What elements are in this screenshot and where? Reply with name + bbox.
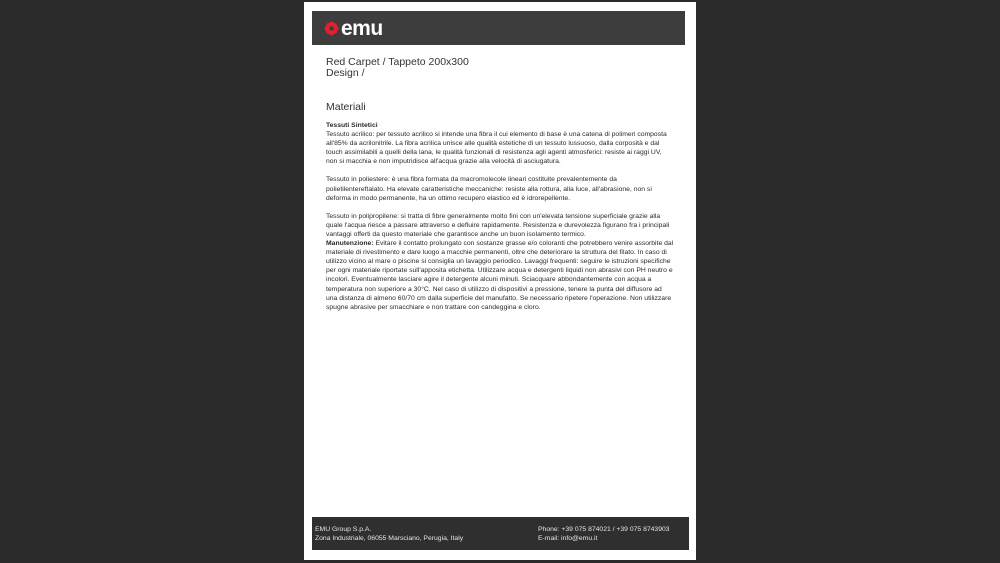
product-title: Red Carpet / Tappeto 200x300 [326, 56, 469, 68]
footer-contact-info [538, 525, 670, 543]
footer-bar [312, 517, 689, 550]
maintenance-text: Evitare il contatto prolungato con sostanze grasse e/o coloranti che potrebbero venire assorbite dal materiale di rivestimento e dare luogo a macchie permanenti, oltre che deteriorare la struttura del filato. In caso di utilizzo vicino al mare o piscine si consiglia un lavaggio periodico. Lavaggi frequenti: seguire le istruzioni specifiche per ogni materiale riportate sull'apposita etichetta. Utilizzare acqua e detergenti liquidi non abrasivi con PH neutro e incolori. Eventualmente lasciare agire il detergente alcuni minuti. Sciacquare abbondantemente con acqua a temperatura non superiore a 30°C. Nel caso di utilizzo di dispositivi a pressione, tenere la punta del diffusore ad una distanza di almeno 60/70 cm dalla superficie del manufatto. Se necessario ripetere l'operazione. Non utilizzare spugne abrasive per smacchiare e non trattare con candeggina e cloro. [326, 240, 674, 311]
section-title: Materiali [326, 101, 366, 113]
emu-logo [324, 18, 383, 39]
paragraph-acrylic: Tessuto acrilico: per tessuto acrilico si intende una fibra il cui elemento di base è una catena di polimeri composta all'85% da acrilonitrile. La fibra acrilica unisce alle qualità estetiche di un tessuto lussuoso, dalla corposità e dal touch assimilabili a quelli della lana, le qualità funzionali di resistenza agli agenti atmosferici: resiste ai raggi UV, non si macchia e non imputridisce all'acqua grazie alla velocità di asciugatura. [326, 131, 667, 166]
emu-flower-icon [324, 21, 339, 36]
footer-address: Zona Industriale, 06055 Marsciano, Perugia, Italy [315, 535, 464, 542]
footer-email: E-mail: info@emu.it [538, 535, 598, 542]
product-design: Design / [326, 67, 365, 79]
document-page [304, 2, 696, 560]
header-bar [312, 11, 685, 45]
maintenance-paragraph [326, 239, 674, 312]
logo-text: emu [341, 16, 383, 40]
footer-phone: Phone: +39 075 874021 / +39 075 8743903 [538, 526, 670, 533]
product-title-block [326, 57, 676, 79]
footer-company-info [315, 525, 463, 543]
paragraph-polypropylene: Tessuto in polipropilene: si tratta di fibre generalmente molto fini con un'elevata tensione superficiale grazie alla quale l'acqua riesce a passare attraverso e defluire rapidamente. Resistenza e durevolezza figurano fra i principali vantaggi offerti da questo materiale che garantisce anche un buon isolamento termico. [326, 212, 670, 238]
paragraph-polyester: Tessuto in poliestere: è una fibra formata da macromolecole lineari costituite prevalentemente da polietilentereftalato. Ha elevate caratteristiche meccaniche: resiste alla rottura, alla luce, all'abrasione, non si deforma in modo permanente, ha un ottimo recupero elastico ed è idrorepellente. [326, 176, 652, 202]
maintenance-label: Manutenzione: [326, 240, 374, 248]
materials-content [326, 121, 674, 312]
footer-company: EMU Group S.p.A. [315, 526, 372, 533]
sub-heading: Tessuti Sintetici [326, 122, 378, 129]
